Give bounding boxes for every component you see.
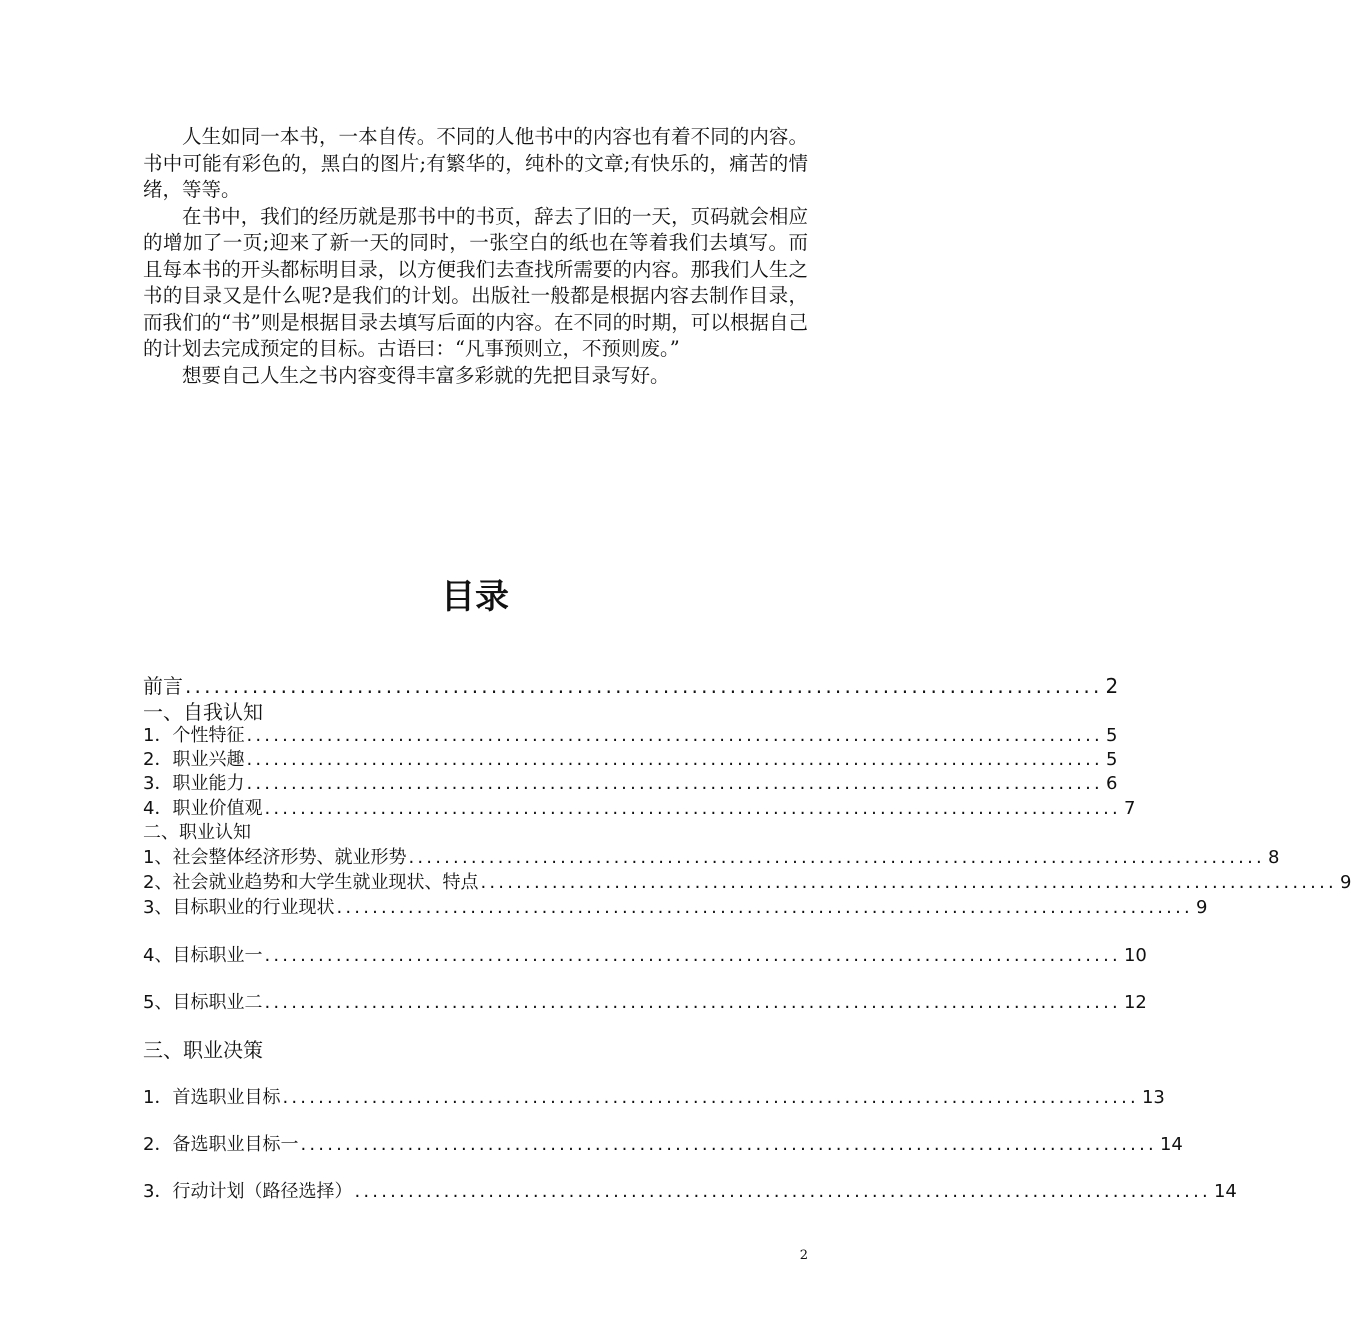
toc-entry-page: 6 [1105, 773, 1118, 794]
toc-entry-label: 4．职业价值观 [143, 798, 263, 819]
toc-leader-dots: ................................................................................................ [282, 1087, 1139, 1108]
toc-entry-page: 9 [1195, 897, 1208, 918]
toc-entry-label: 1．个性特征 [143, 725, 245, 746]
toc-entry[interactable] [143, 846, 1280, 870]
toc-entry[interactable] [143, 797, 1136, 821]
toc-entry-label: 前言 [143, 674, 183, 698]
toc-entry-preface[interactable] [143, 672, 1119, 700]
toc-entry[interactable] [143, 991, 1147, 1015]
toc-entry-page: 12 [1123, 992, 1147, 1013]
toc-entry-label: 2．备选职业目标一 [143, 1134, 299, 1155]
intro-text [143, 124, 808, 389]
toc-leader-dots: ................................................................................................ [246, 725, 1103, 746]
toc-entry-label: 4、目标职业一 [143, 945, 263, 966]
toc-section-heading: 二、职业认知 [143, 822, 251, 843]
toc-entry[interactable] [143, 871, 1351, 895]
toc-entry-label: 2．职业兴趣 [143, 749, 245, 770]
toc-entry-page: 14 [1213, 1181, 1237, 1202]
toc-leader-dots: ................................................................................................ [300, 1134, 1157, 1155]
toc-entry-label: 5、目标职业二 [143, 992, 263, 1013]
page-number: 2 [799, 1248, 808, 1263]
toc-section-heading: 一、自我认知 [143, 700, 263, 724]
toc-entry-page: 8 [1267, 847, 1280, 868]
toc-entry[interactable] [143, 772, 1118, 796]
toc-entry[interactable] [143, 896, 1208, 920]
toc-leader-dots: ................................................................................................ [185, 674, 1103, 698]
toc-title: 目录 [441, 577, 509, 617]
toc-entry-page: 5 [1105, 725, 1118, 746]
toc-leader-dots: ................................................................................................ [480, 872, 1337, 893]
toc-leader-dots: ................................................................................................ [246, 749, 1103, 770]
toc-entry-label: 1、社会整体经济形势、就业形势 [143, 847, 407, 868]
toc-leader-dots: ................................................................................................ [408, 847, 1265, 868]
toc-entry[interactable] [143, 1133, 1183, 1157]
toc-entry-label: 3、目标职业的行业现状 [143, 897, 335, 918]
toc-entry-page: 13 [1141, 1087, 1165, 1108]
toc-entry[interactable] [143, 724, 1118, 748]
toc-entry[interactable] [143, 748, 1118, 772]
toc-entry-label: 3．职业能力 [143, 773, 245, 794]
toc-entry-label: 3．行动计划（路径选择） [143, 1181, 353, 1202]
toc-leader-dots: ................................................................................................ [354, 1181, 1211, 1202]
toc-leader-dots: ................................................................................................ [264, 992, 1121, 1013]
toc-leader-dots: ................................................................................................ [336, 897, 1193, 918]
toc-entry-label: 2、社会就业趋势和大学生就业现状、特点 [143, 872, 479, 893]
toc-entry-page: 5 [1105, 749, 1118, 770]
intro-paragraph: 在书中，我们的经历就是那书中的书页，辞去了旧的一天，页码就会相应的增加了一页;迎来了新一天的同时，一张空白的纸也在等着我们去填写。而且每本书的开头都标明目录，以方便我们去查找所需要的内容。那我们人生之书的目录又是什么呢?是我们的计划。出版社一般都是根据内容去制作目录，而我们的“书”则是根据目录去填写后面的内容。在不同的时期，可以根据自己的计划去完成预定的目标。古语曰：“凡事预则立，不预则废。” [143, 204, 808, 360]
toc-entry-page: 2 [1105, 674, 1119, 698]
toc-entry[interactable] [143, 1086, 1165, 1110]
toc-section-heading: 三、职业决策 [143, 1038, 263, 1062]
toc-entry-label: 1．首选职业目标 [143, 1087, 281, 1108]
toc-entry[interactable] [143, 944, 1147, 968]
toc-entry[interactable] [143, 1180, 1237, 1204]
intro-paragraph: 想要自己人生之书内容变得丰富多彩就的先把目录写好。 [182, 363, 670, 387]
toc-leader-dots: ................................................................................................ [264, 945, 1121, 966]
toc-entry-page: 9 [1339, 872, 1351, 893]
toc-entry-page: 7 [1123, 798, 1136, 819]
intro-paragraph: 人生如同一本书，一本自传。不同的人他书中的内容也有着不同的内容。书中可能有彩色的，黑白的图片;有繁华的，纯朴的文章;有快乐的，痛苦的情绪，等等。 [143, 125, 808, 201]
toc-leader-dots: ................................................................................................ [264, 798, 1121, 819]
toc-entry-page: 10 [1123, 945, 1147, 966]
toc-leader-dots: ................................................................................................ [246, 773, 1103, 794]
toc-entry-page: 14 [1159, 1134, 1183, 1155]
